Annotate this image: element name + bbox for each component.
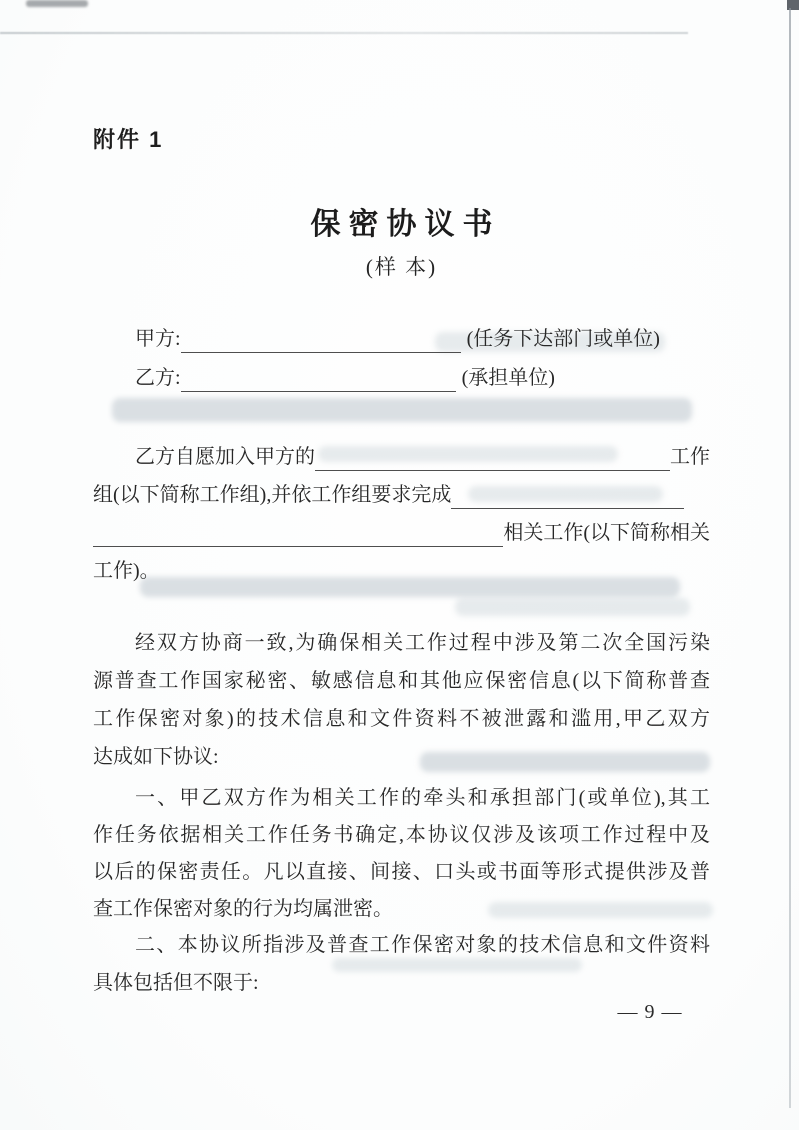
party-line <box>93 364 710 392</box>
party-suffix: (承担单位) <box>461 367 555 389</box>
scan-page-edge-line <box>789 8 791 1108</box>
text-run: 具体包括但不限于: <box>93 972 259 994</box>
bleed-through-mark <box>112 398 692 422</box>
document-line <box>93 895 710 923</box>
text-run: 一、甲乙双方作为相关工作的牵头和承担部门(或单位),其工 <box>135 787 710 809</box>
document-line <box>93 557 710 585</box>
attachment-label: 附件 1 <box>93 127 164 152</box>
document-title: 保密协议书 <box>310 208 501 241</box>
document-line <box>93 821 710 849</box>
fill-in-blank <box>315 443 670 471</box>
scan-top-smudge <box>26 0 88 7</box>
document-line <box>93 784 710 812</box>
party-suffix: (任务下达部门或单位) <box>466 328 660 350</box>
text-run: 源普查工作国家秘密、敏感信息和其他应保密信息(以下简称普查 <box>93 670 710 692</box>
text-run: 二、本协议所指涉及普查工作保密对象的技术信息和文件资料 <box>135 934 710 956</box>
text-run: 工作)。 <box>93 560 160 582</box>
document-line <box>93 705 710 733</box>
fill-in-blank <box>181 325 461 353</box>
text-run: 组(以下简称工作组),并依工作组要求完成 <box>93 484 452 506</box>
document-line <box>93 667 710 695</box>
text-run: 以后的保密责任。凡以直接、间接、口头或书面等形式提供涉及普 <box>93 861 710 883</box>
text-run: 作任务依据相关工作任务书确定,本协议仅涉及该项工作过程中及 <box>93 824 710 846</box>
document-line <box>93 858 710 886</box>
document-line <box>93 743 710 771</box>
text-run: 乙方自愿加入甲方的 <box>135 446 315 468</box>
party-label: 甲方: <box>135 328 181 350</box>
page-number: — 9 — <box>617 1001 683 1023</box>
document-line <box>93 481 710 509</box>
document-subtitle: (样 本) <box>365 255 438 279</box>
text-run: 工作 <box>670 446 710 468</box>
text-run: 达成如下协议: <box>93 746 219 768</box>
fill-in-blank <box>451 481 684 509</box>
party-line <box>93 325 710 353</box>
fill-in-blank <box>93 519 503 547</box>
fill-in-blank <box>181 364 456 392</box>
document-line <box>93 519 710 547</box>
bleed-through-mark <box>455 598 690 616</box>
document-line <box>93 969 710 997</box>
text-run: 经双方协商一致,为确保相关工作过程中涉及第二次全国污染 <box>135 632 710 654</box>
party-label: 乙方: <box>135 367 181 389</box>
document-line <box>93 931 710 959</box>
text-run: 工作保密对象)的技术信息和文件资料不被泄露和滥用,甲乙双方 <box>93 708 710 730</box>
scan-fold-line <box>0 32 688 34</box>
document-line <box>93 629 710 657</box>
document-line <box>93 443 710 471</box>
text-run: 查工作保密对象的行为均属泄密。 <box>93 898 393 920</box>
text-run: 相关工作(以下简称相关 <box>503 522 710 544</box>
